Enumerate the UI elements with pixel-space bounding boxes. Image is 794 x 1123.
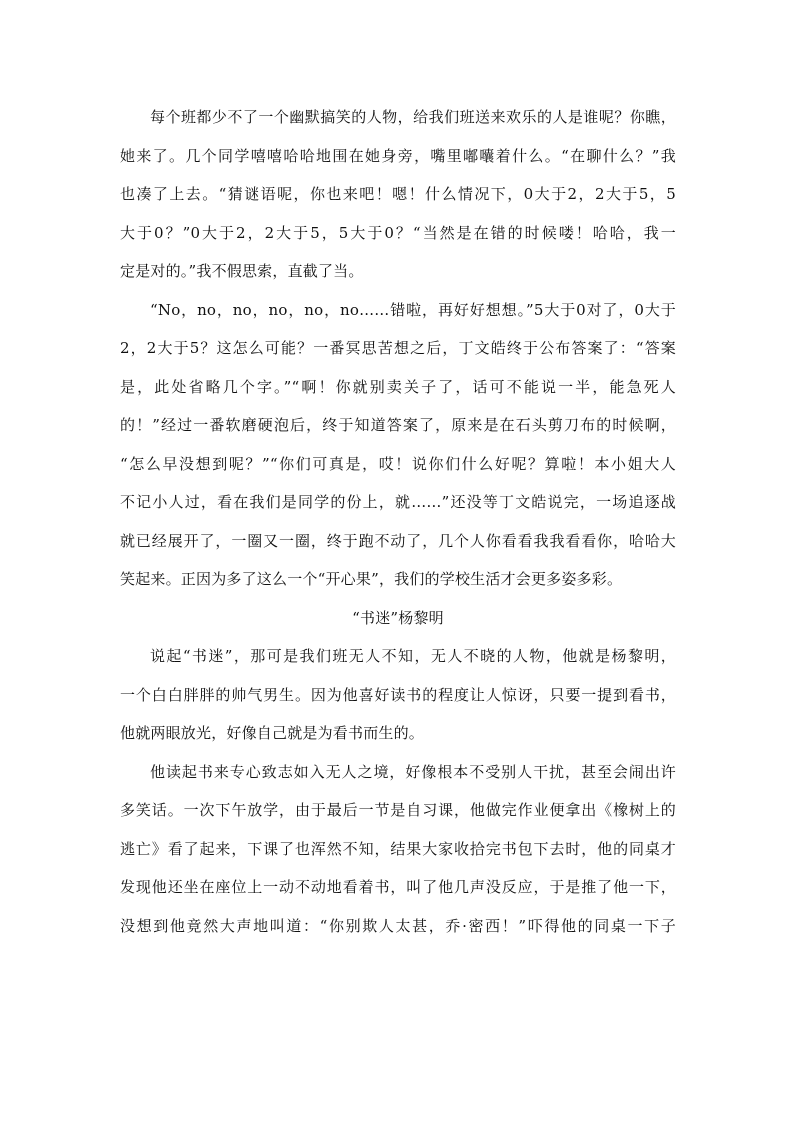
- text-line: 每个班都少不了一个幽默搞笑的人物，给我们班送来欢乐的人是谁呢？你瞧，: [150, 108, 676, 126]
- text-line: 多笑话。一次下午放学，由于最后一节是自习课，他做完作业便拿出《橡树上的: [120, 801, 676, 819]
- text-line: 笑起来。正因为多了这么一个“开心果”，我们的学校生活才会更多姿多彩。: [120, 570, 623, 588]
- text-line: 就已经展开了，一圈又一圈，终于跑不动了，几个人你看看我我看看你，哈哈大: [120, 531, 676, 550]
- text-line: “怎么早没想到呢？”“你们可真是，哎！说你们什么好呢？算啦！本小姐大人: [120, 454, 676, 473]
- text-line: 也凑了上去。“猜谜语呢，你也来吧！嗯！什么情况下，0大于2，2大于5，5: [120, 185, 676, 203]
- text-line: 不记小人过，看在我们是同学的份上，就……”还没等丁文皓说完，一场追逐战: [120, 493, 676, 511]
- document-body: [120, 98, 676, 945]
- text-line: 逃亡》看了起来，下课了也浑然不知，结果大家收拾完书包下去时，他的同桌才: [120, 839, 676, 858]
- text-line: 没想到他竟然大声地叫道：“你别欺人太甚，乔·密西！”吓得他的同桌一下子: [120, 916, 676, 935]
- text-line: 的！”经过一番软磨硬泡后，终于知道答案了，原来是在石头剪刀布的时候啊，: [120, 416, 676, 434]
- text-line: 一个白白胖胖的帅气男生。因为他喜好读书的程度让人惊讶，只要一提到看书，: [120, 685, 676, 704]
- text-line: 大于0？”0大于2，2大于5，5大于0？“当然是在错的时候喽！哈哈，我一: [120, 223, 676, 242]
- section-heading: “书迷”杨黎明: [352, 608, 444, 627]
- text-line: 她来了。几个同学嘻嘻哈哈地围在她身旁，嘴里嘟囔着什么。“在聊什么？”我: [120, 146, 676, 165]
- text-line: 是，此处省略几个字。”“啊！你就别卖关子了，话可不能说一半，能急死人: [120, 377, 676, 396]
- text-line: 说起“书迷”，那可是我们班无人不知，无人不晓的人物，他就是杨黎明，: [150, 647, 676, 665]
- text-line: 发现他还坐在座位上一动不动地看着书，叫了他几声没反应，于是推了他一下，: [120, 878, 676, 896]
- text-line: 他就两眼放光，好像自己就是为看书而生的。: [120, 724, 425, 742]
- text-line: 定是对的。”我不假思索，直截了当。: [120, 262, 364, 280]
- text-line: 2，2大于5？这怎么可能？一番冥思苦想之后，丁文皓终于公布答案了：“答案: [120, 339, 676, 357]
- text-line: 他读起书来专心致志如入无人之境，好像根本不受别人干扰，甚至会闹出许: [150, 762, 676, 781]
- text-line: “No，no，no，no，no，no……错啦，再好好想想。”5大于0对了，0大于: [150, 300, 676, 319]
